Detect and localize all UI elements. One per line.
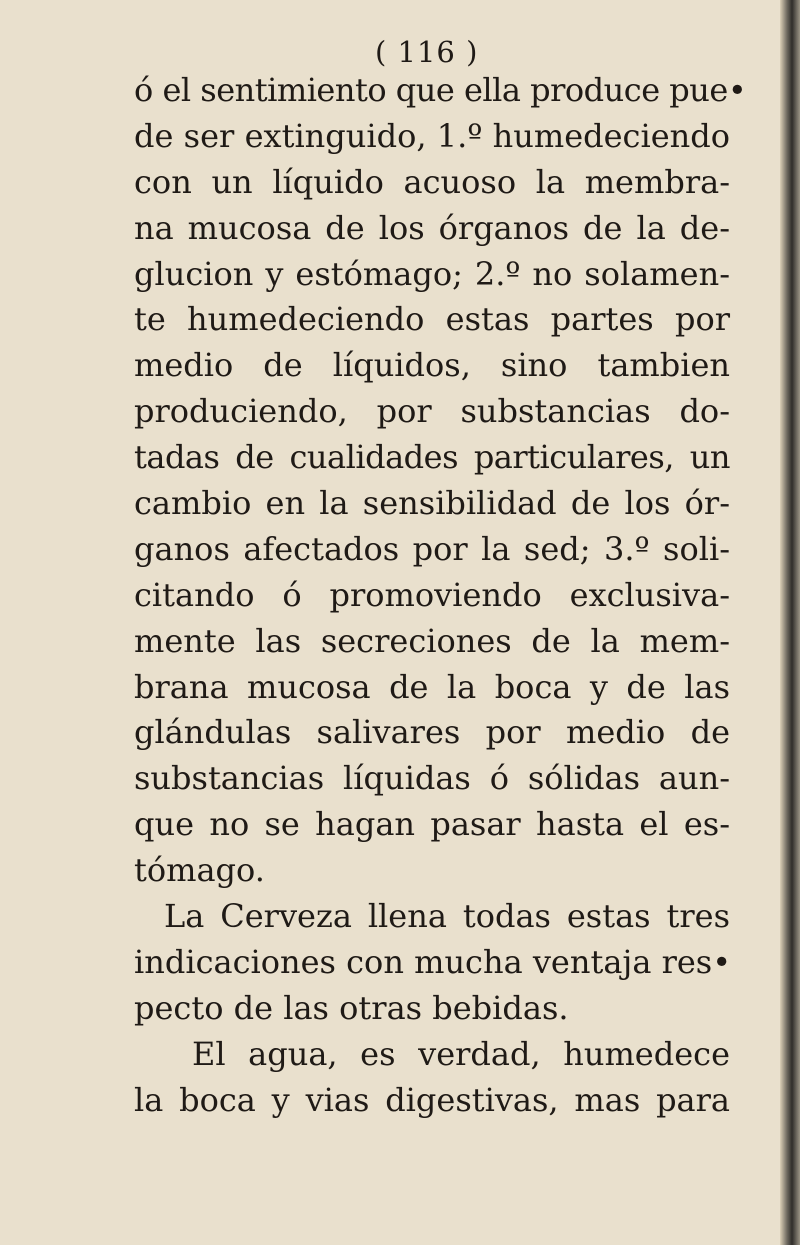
text-line: glándulas salivares por medio de xyxy=(134,713,730,752)
page-edge xyxy=(780,0,800,1245)
text-line: medio de líquidos, sino tambien xyxy=(134,346,730,385)
text-line: brana mucosa de la boca y de las xyxy=(134,667,730,706)
text-line: tadas de cualidades particulares, un xyxy=(134,438,730,477)
text-line: citando ó promoviendo exclusiva- xyxy=(134,575,730,614)
text-line: produciendo, por substancias do- xyxy=(134,392,730,431)
text-line: ganos afectados por la sed; 3.º soli- xyxy=(134,529,730,568)
body-text xyxy=(134,68,747,1123)
text-line: pecto de las otras bebidas. xyxy=(134,988,569,1027)
text-line: cambio en la sensibilidad de los ór- xyxy=(134,484,730,523)
text-line: El agua, es verdad, humedece xyxy=(192,1034,730,1073)
text-line: que no se hagan pasar hasta el es- xyxy=(134,805,730,844)
text-line: na mucosa de los órganos de la de- xyxy=(134,208,730,247)
text-line: glucion y estómago; 2.º no solamen- xyxy=(134,254,730,293)
text-line: La Cerveza llena todas estas tres xyxy=(164,897,730,936)
text-line: mente las secreciones de la mem- xyxy=(134,621,730,660)
text-line: la boca y vias digestivas, mas para xyxy=(134,1080,730,1119)
text-line: indicaciones con mucha ventaja res• xyxy=(134,942,732,981)
text-line: te humedeciendo estas partes por xyxy=(134,300,730,339)
text-line: tómago. xyxy=(134,851,265,890)
text-line: substancias líquidas ó sólidas aun- xyxy=(134,759,730,798)
text-line: ó el sentimiento que ella produce pue• xyxy=(134,71,747,109)
text-line: de ser extinguido, 1.º humedeciendo xyxy=(134,116,730,155)
page-number: ( 116 ) xyxy=(375,35,479,69)
text-line: con un líquido acuoso la membra- xyxy=(134,162,730,201)
